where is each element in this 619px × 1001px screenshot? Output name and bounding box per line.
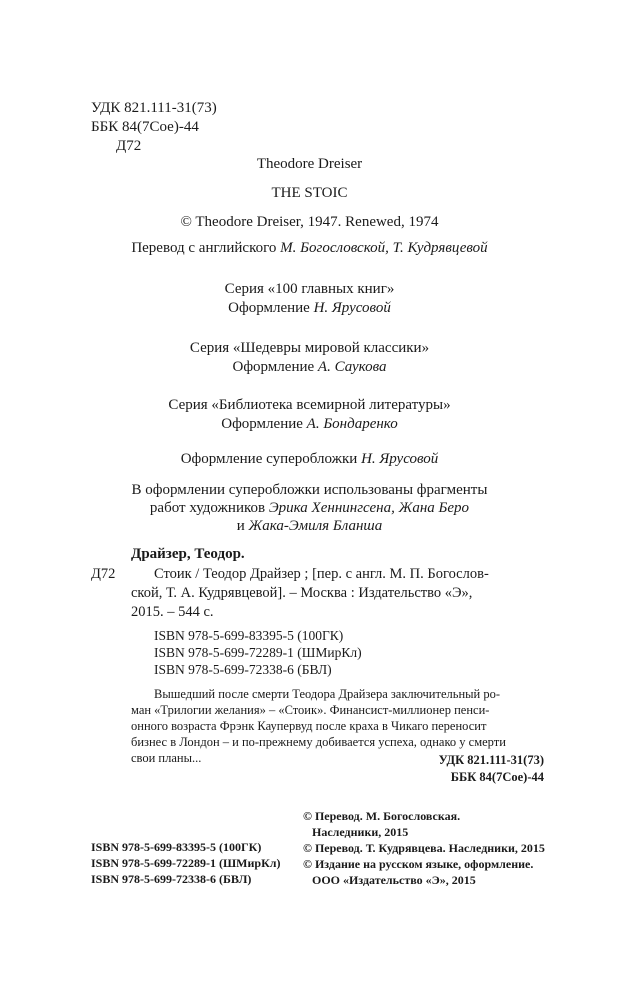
original-copyright: © Theodore Dreiser, 1947. Renewed, 1974: [180, 214, 439, 230]
fragments-prefix: работ художников: [149, 500, 266, 516]
copyright-line-4: © Издание на русском языке, оформление.: [303, 857, 534, 871]
copyright-line-3: © Перевод. Т. Кудрявцева. Наследники, 2015: [303, 841, 545, 855]
design-prefix: Оформление: [221, 416, 303, 432]
jacket-design-credit: [0, 451, 619, 468]
fragments-and: и: [236, 518, 245, 534]
fragments-artists: Эрика Хеннингсена, Жана Беро: [268, 500, 470, 516]
author-sign-code: Д72: [116, 138, 142, 154]
bib-desc-line-3: 2015. – 544 с.: [131, 604, 214, 620]
original-title: THE STOIC: [271, 185, 348, 201]
annotation-line-3: онного возраста Фрэнк Каупервуд после краха в Чикаго переносит: [131, 719, 487, 733]
bib-isbn-1: ISBN 978-5-699-83395-5 (100ГК): [154, 628, 344, 643]
translation-credit: [0, 240, 619, 257]
copyright-line-5: ООО «Издательство «Э», 2015: [303, 873, 476, 887]
jacket-designer: Н. Ярусовой: [361, 451, 439, 467]
translators: М. Богословской, Т. Кудрявцевой: [280, 240, 488, 256]
jacket-design-prefix: Оформление суперобложки: [180, 451, 358, 467]
series-name-3: Серия «Библиотека всемирной литературы»: [168, 397, 451, 413]
bib-heading: Драйзер, Теодор.: [131, 546, 245, 562]
series-name-2: Серия «Шедевры мировой классики»: [189, 340, 430, 356]
fragments-line-2: [0, 500, 619, 517]
annotation-bbk: ББК 84(7Сое)-44: [450, 770, 544, 784]
design-prefix: Оформление: [228, 300, 310, 316]
footer-isbn-3: ISBN 978-5-699-72338-6 (БВЛ): [91, 872, 252, 886]
footer-isbn-2: ISBN 978-5-699-72289-1 (ШМирКл): [91, 856, 281, 870]
annotation-line-4: бизнес в Лондон – и по-прежнему добивается успеха, однако у смерти: [131, 735, 506, 749]
designer-name: А. Бондаренко: [306, 416, 398, 432]
design-prefix: Оформление: [232, 359, 315, 375]
series-design-3: [0, 416, 619, 433]
udk-code: УДК 821.111-31(73): [91, 100, 217, 116]
bib-code: Д72: [91, 566, 116, 582]
bib-desc-line-1: Стоик / Теодор Драйзер ; [пер. с англ. М. П. Богослов-: [154, 566, 489, 582]
annotation-line-2: ман «Трилогии желания» – «Стоик». Финансист-миллионер пенси-: [131, 703, 490, 717]
translation-prefix: Перевод с английского: [131, 240, 277, 256]
original-author: Theodore Dreiser: [256, 156, 363, 172]
bib-isbn-2: ISBN 978-5-699-72289-1 (ШМирКл): [154, 645, 362, 660]
copyright-line-2: Наследники, 2015: [303, 825, 409, 839]
series-design-1: [0, 300, 619, 317]
annotation-line-5: свои планы...: [131, 751, 202, 765]
bib-isbn-3: ISBN 978-5-699-72338-6 (БВЛ): [154, 662, 332, 677]
designer-name: Н. Ярусовой: [313, 300, 391, 316]
fragments-line-3: [0, 518, 619, 535]
bib-desc-line-2: ской, Т. А. Кудрявцевой]. – Москва : Издательство «Э»,: [131, 585, 473, 601]
designer-name: А. Саукова: [317, 359, 387, 375]
bbk-code: ББК 84(7Сое)-44: [91, 119, 199, 135]
annotation-line-1: Вышедший после смерти Теодора Драйзера заключительный ро-: [154, 687, 501, 701]
fragments-artist-last: Жака-Эмиля Бланша: [248, 518, 383, 534]
footer-isbn-1: ISBN 978-5-699-83395-5 (100ГК): [91, 840, 262, 854]
series-name-1: Серия «100 главных книг»: [224, 281, 395, 297]
annotation-udk: УДК 821.111-31(73): [438, 753, 544, 767]
fragments-line-1: В оформлении суперобложки использованы фрагменты: [131, 482, 488, 498]
copyright-line-1: © Перевод. М. Богословская.: [303, 809, 461, 823]
series-design-2: [0, 359, 619, 376]
